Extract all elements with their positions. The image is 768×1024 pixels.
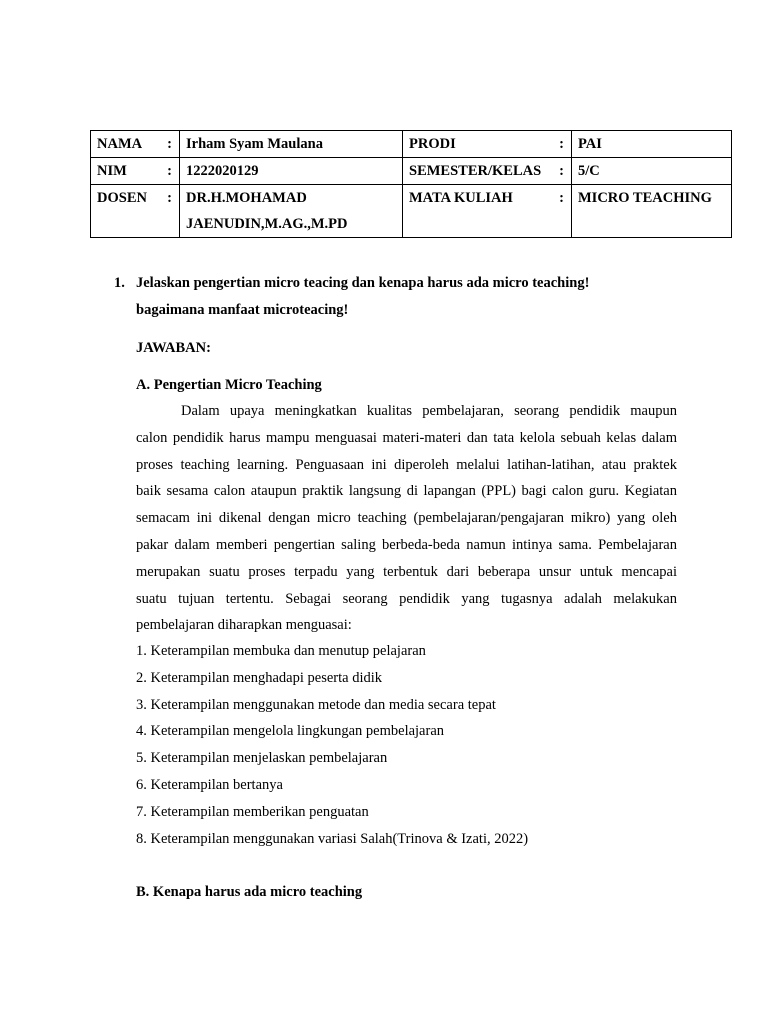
paragraph-line: proses teaching learning. Penguasaan ini diperoleh melalui latihan-latihan, atau praktek bbox=[136, 456, 677, 473]
paragraph-line: pembelajaran diharapkan menguasai: bbox=[136, 617, 352, 634]
prodi-label: PRODI bbox=[409, 136, 456, 152]
list-item: 4. Keterampilan mengelola lingkungan pembelajaran bbox=[136, 723, 445, 740]
dosen-value-line1: DR.H.MOHAMAD bbox=[186, 190, 307, 206]
question-text bbox=[136, 270, 589, 324]
paragraph-line: merupakan suatu proses terpadu yang terbentuk dari beberapa unsur untuk mencapai bbox=[136, 563, 677, 580]
section-a-heading: A. Pengertian Micro Teaching bbox=[136, 377, 322, 393]
dosen-value bbox=[180, 185, 403, 238]
label-cell bbox=[91, 158, 180, 185]
question-line-2: bagaimana manfaat microteacing! bbox=[136, 302, 349, 318]
nama-value: Irham Syam Maulana bbox=[180, 131, 403, 158]
colon: : bbox=[559, 163, 564, 179]
colon: : bbox=[167, 190, 172, 206]
table-row bbox=[91, 185, 732, 238]
nim-value: 1222020129 bbox=[180, 158, 403, 185]
table-row bbox=[91, 158, 732, 185]
paragraph-line: Dalam upaya meningkatkan kualitas pembelajaran, seorang pendidik maupun bbox=[181, 403, 677, 419]
list-item: 2. Keterampilan menghadapi peserta didik bbox=[136, 669, 383, 686]
mata-kuliah-label: MATA KULIAH bbox=[409, 190, 513, 206]
question-line-1: Jelaskan pengertian micro teacing dan kenapa harus ada micro teaching! bbox=[136, 275, 590, 291]
nim-label: NIM bbox=[97, 163, 127, 179]
semester-kelas-value: 5/C bbox=[572, 158, 732, 185]
list-item: 5. Keterampilan menjelaskan pembelajaran bbox=[136, 750, 388, 767]
prodi-value: PAI bbox=[572, 131, 732, 158]
skills-list bbox=[136, 638, 677, 852]
colon: : bbox=[167, 163, 172, 179]
question-number: 1. bbox=[114, 275, 125, 291]
dosen-value-line2: JAENUDIN,M.AG.,M.PD bbox=[186, 216, 348, 232]
list-item: 3. Keterampilan menggunakan metode dan media secara tepat bbox=[136, 696, 496, 713]
paragraph-line: calon pendidik harus mampu menguasai materi-materi dan tata kelola sebuah kelas dalam bbox=[136, 429, 677, 446]
paragraph-line: semacam ini dikenal dengan micro teaching (pembelajaran/pengajaran mikro) yang oleh bbox=[136, 510, 677, 527]
colon: : bbox=[559, 136, 564, 152]
list-item: 7. Keterampilan memberikan penguatan bbox=[136, 803, 369, 820]
label-cell bbox=[91, 185, 180, 238]
paragraph-line: baik sesama calon ataupun praktik langsung di lapangan (PPL) bagi calon guru. Kegiatan bbox=[136, 483, 677, 500]
semester-kelas-label: SEMESTER/KELAS bbox=[409, 163, 542, 179]
section-b-heading: B. Kenapa harus ada micro teaching bbox=[136, 884, 363, 900]
colon: : bbox=[559, 190, 564, 206]
section-a-paragraph bbox=[136, 398, 677, 639]
list-item: 1. Keterampilan membuka dan menutup pelajaran bbox=[136, 643, 426, 659]
list-item: 8. Keterampilan menggunakan variasi Salah(Trinova & Izati, 2022) bbox=[136, 830, 529, 847]
table-row bbox=[91, 131, 732, 158]
label-cell bbox=[403, 185, 572, 238]
label-cell bbox=[403, 131, 572, 158]
list-item: 6. Keterampilan bertanya bbox=[136, 776, 283, 793]
paragraph-line: pakar dalam memberi pengertian saling berbeda-beda namun intinya sama. Pembelajaran bbox=[136, 536, 677, 553]
label-cell bbox=[403, 158, 572, 185]
student-info-table bbox=[90, 130, 732, 238]
question-1 bbox=[114, 270, 677, 324]
nama-label: NAMA bbox=[97, 136, 143, 152]
answer-label: JAWABAN: bbox=[136, 340, 211, 356]
paragraph-line: suatu tujuan tertentu. Sebagai seorang pendidik yang tugasnya adalah melakukan bbox=[136, 590, 677, 607]
colon: : bbox=[167, 136, 172, 152]
dosen-label: DOSEN bbox=[97, 190, 147, 206]
mata-kuliah-value: MICRO TEACHING bbox=[572, 185, 732, 238]
label-cell bbox=[91, 131, 180, 158]
